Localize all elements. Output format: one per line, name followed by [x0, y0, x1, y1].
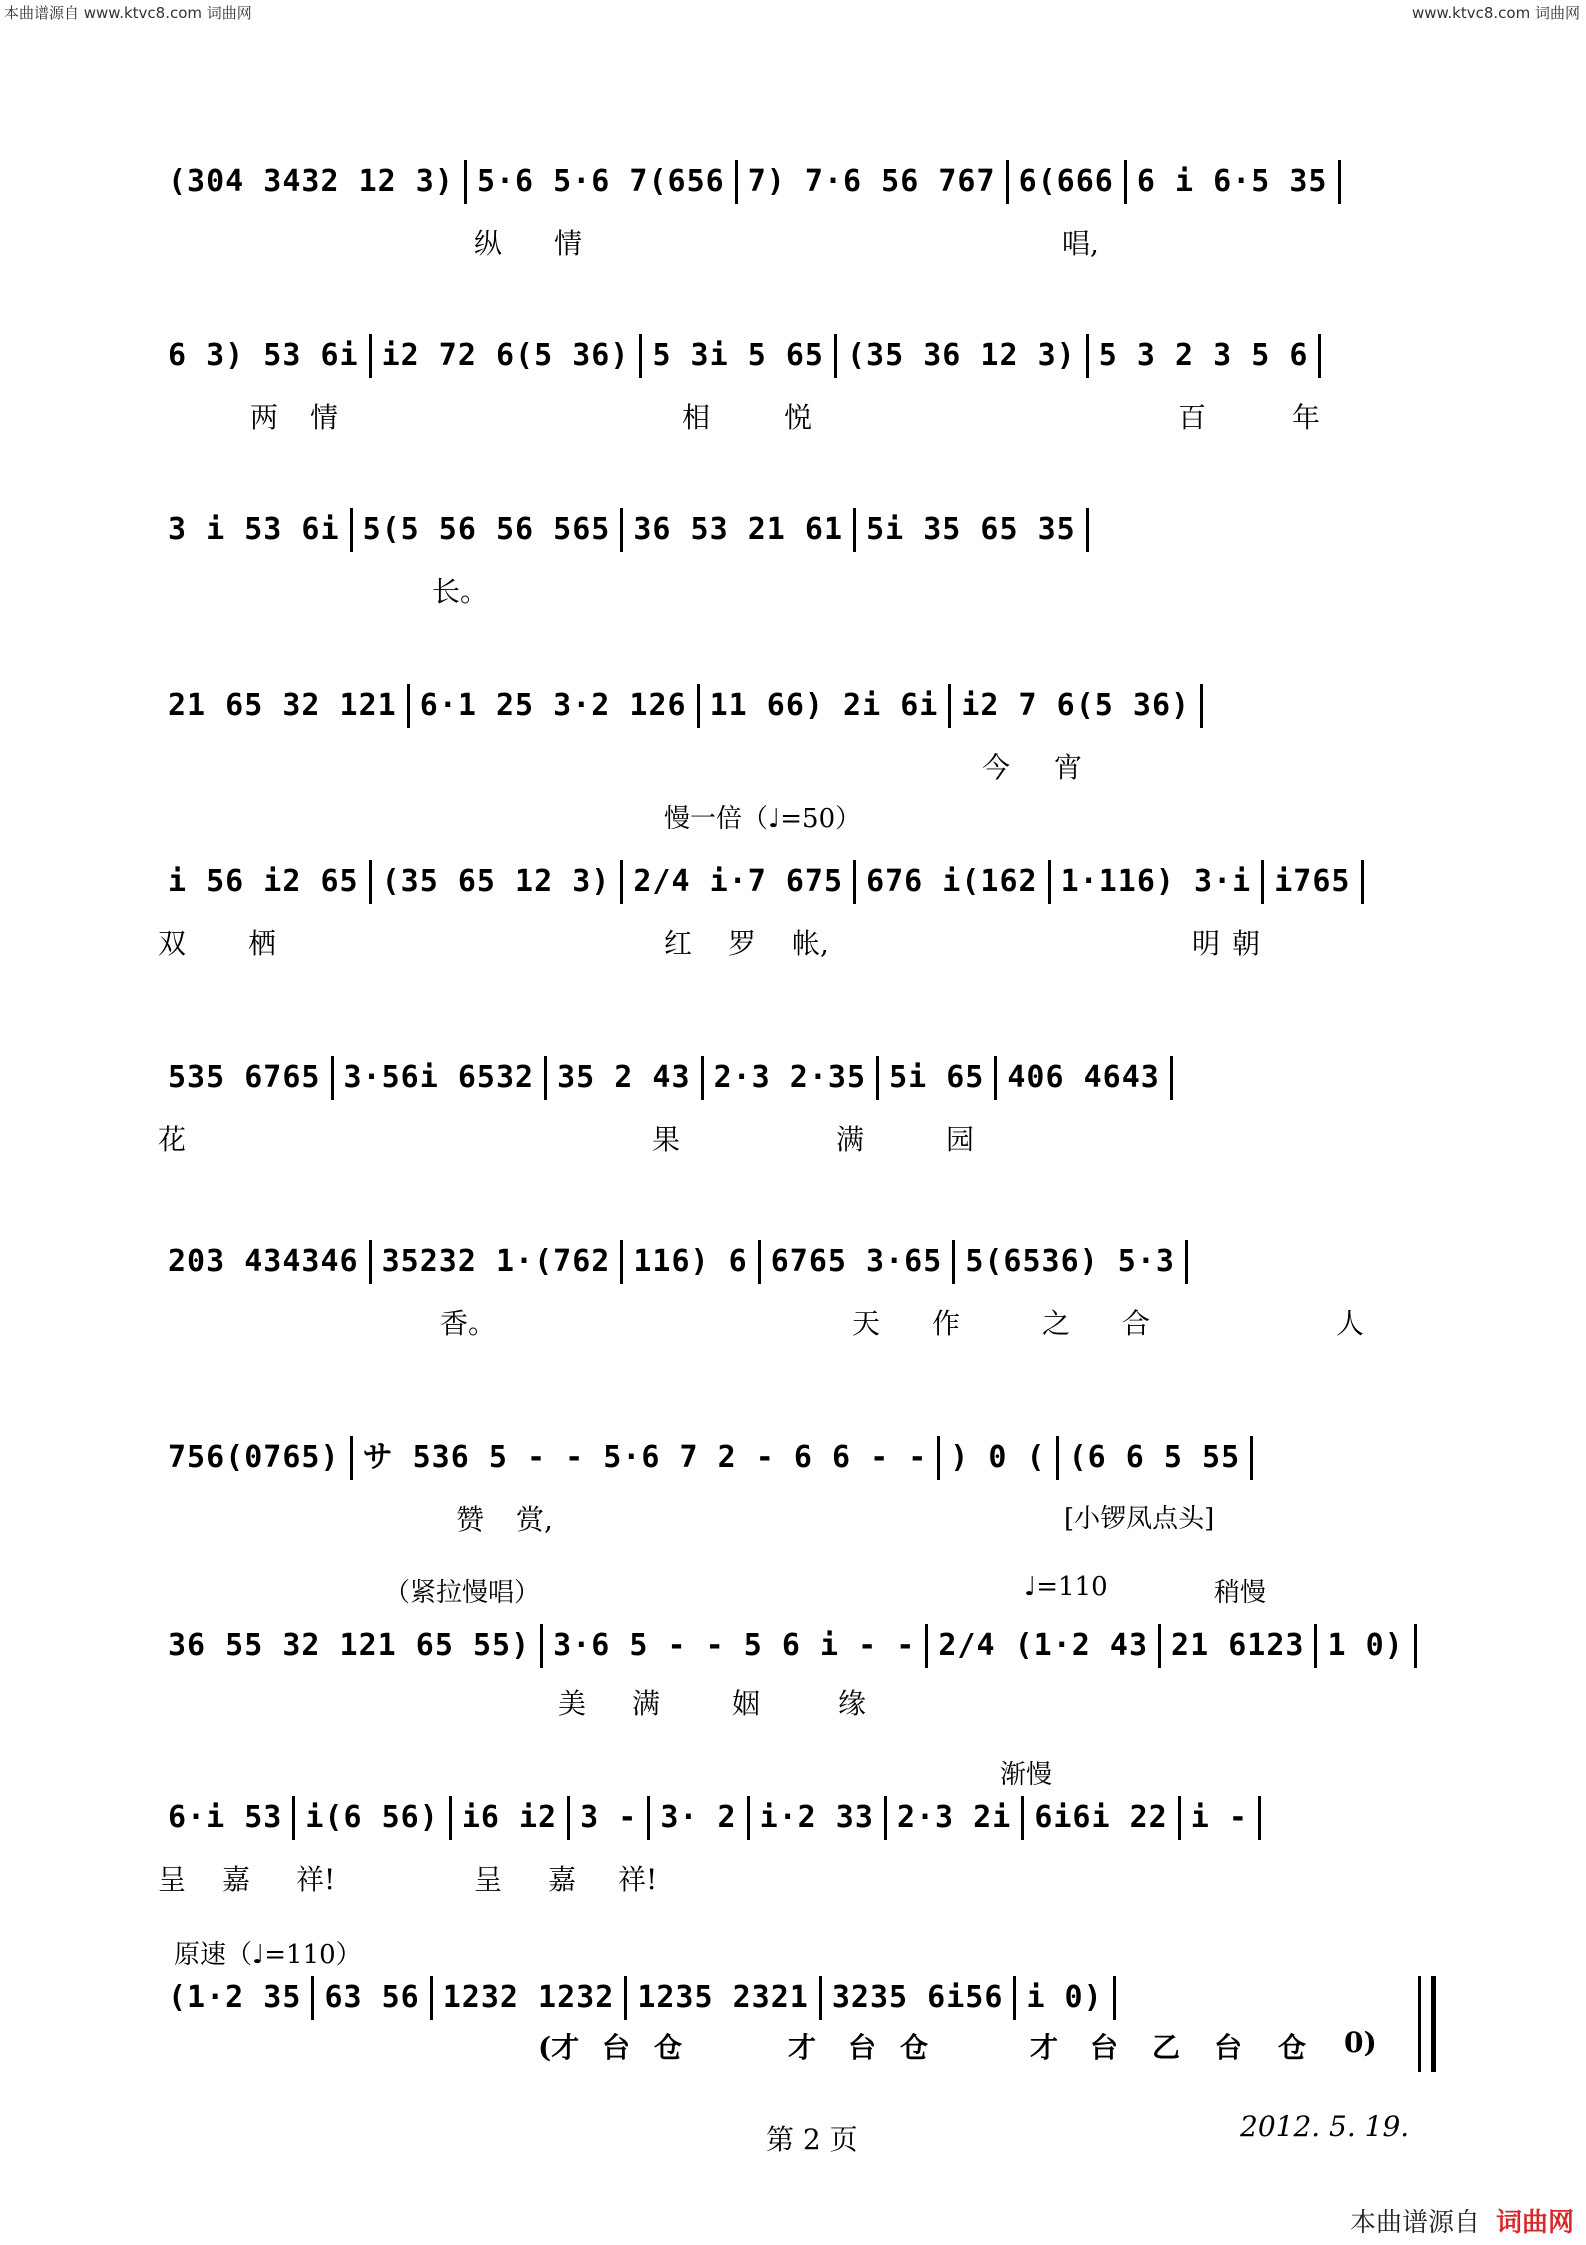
lyric-syllable: 情 [554, 227, 583, 260]
lyric-syllable: 园 [946, 1123, 975, 1156]
lyric-syllable: 人 [1336, 1307, 1365, 1340]
measure: 6·1 25 3·2 126 [410, 684, 700, 728]
percussion-syllable: 台 [848, 2031, 877, 2064]
measure: 11 66) 2i 6i [700, 684, 952, 728]
measure: (35 65 12 3) [372, 860, 624, 904]
header-right-source: www.ktvc8.com 词曲网 [1411, 4, 1580, 22]
measure: 5(5 56 56 565 [353, 508, 624, 552]
measure: 535 6765 [158, 1056, 334, 1100]
measure: 1·116) 3·i [1051, 860, 1265, 904]
measure: 6i6i 22 [1024, 1796, 1180, 1840]
measure: 5 3i 5 65 [642, 334, 837, 378]
measure: 35232 1·(762 [372, 1240, 624, 1284]
measure: 36 55 32 121 65 55) [158, 1624, 543, 1668]
measure: 2/4 i·7 675 [623, 860, 856, 904]
lyrics-line [158, 1858, 1430, 1894]
lyric-syllable: 赞 [456, 1503, 485, 1536]
measure: 6 3) 53 6i [158, 334, 372, 378]
measure: (304 3432 12 3) [158, 160, 467, 204]
percussion-syllable: 0) [1344, 2026, 1377, 2059]
notes-line [158, 1436, 1430, 1480]
percussion-cue: [小锣凤点头] [1064, 1504, 1215, 1534]
measure: 6 i 6·5 35 [1127, 160, 1341, 204]
measure: ) 0 ( [940, 1436, 1058, 1480]
measure: i - [1181, 1796, 1261, 1840]
measure: 2·3 2i [887, 1796, 1024, 1840]
measure: 5(6536) 5·3 [955, 1240, 1188, 1284]
lyric-syllable: 朝 [1232, 927, 1261, 960]
measure: 36 53 21 61 [623, 508, 856, 552]
lyric-syllable: 姻 [732, 1687, 761, 1720]
percussion-syllable: 才 [1030, 2031, 1059, 2064]
measure: 35 2 43 [547, 1056, 703, 1100]
measure: 3·6 5 - - 5 6 i - - [543, 1624, 928, 1668]
tempo-annotation: 渐慢 [1000, 1760, 1053, 1790]
page-number: 第 2 页 [766, 2123, 858, 2156]
lyric-syllable: 双 [158, 927, 187, 960]
lyric-syllable: 相 [682, 401, 711, 434]
measure: 6·i 53 [158, 1796, 295, 1840]
watermark-source: 本曲谱源自 [1349, 2208, 1480, 2238]
measure: 1232 1232 [433, 1976, 628, 2020]
measure: (6 6 5 55 [1059, 1436, 1254, 1480]
notes-line [158, 1240, 1430, 1284]
measure: 2·3 2·35 [704, 1056, 880, 1100]
lyrics-line [158, 1302, 1430, 1338]
lyrics-line [158, 1118, 1430, 1154]
lyric-syllable: 祥! [296, 1863, 336, 1896]
percussion-syllable: 台 [1090, 2031, 1119, 2064]
percussion-syllable: 台 [1214, 2031, 1243, 2064]
lyric-syllable: 罗 [728, 927, 757, 960]
score-date: 2012. 5. 19. [1240, 2110, 1410, 2143]
notes-line [158, 684, 1430, 728]
percussion-syllable: 仓 [1278, 2031, 1307, 2064]
percussion-syllable: 仓 [900, 2031, 929, 2064]
lyric-syllable: 两 [250, 401, 279, 434]
lyric-syllable: 明 [1192, 927, 1221, 960]
lyric-syllable: 百 [1178, 401, 1207, 434]
percussion-syllable: 台 [602, 2031, 631, 2064]
lyric-syllable: 赏, [516, 1503, 553, 1536]
measure: 3 i 53 6i [158, 508, 353, 552]
measure: 1235 2321 [627, 1976, 822, 2020]
percussion-syllable: 乙 [1152, 2031, 1181, 2064]
measure: 5·6 5·6 7(656 [467, 160, 738, 204]
measure: 6765 3·65 [761, 1240, 956, 1284]
measure: 7) 7·6 56 767 [738, 160, 1009, 204]
measure: 676 i(162 [856, 860, 1051, 904]
lyric-syllable: 作 [932, 1307, 961, 1340]
header-left-source: 本曲谱源自 www.ktvc8.com 词曲网 [4, 4, 252, 22]
measure: 116) 6 [623, 1240, 760, 1284]
lyric-syllable: 年 [1292, 401, 1321, 434]
measure: 3·56i 6532 [334, 1056, 548, 1100]
watermark-site-logo: 词曲网 [1495, 2208, 1574, 2238]
lyric-syllable: 呈 [474, 1863, 503, 1896]
measure: i·2 33 [750, 1796, 887, 1840]
notes-line [158, 1624, 1430, 1668]
measure: 2/4 (1·2 43 [928, 1624, 1161, 1668]
lyric-syllable: 长。 [432, 575, 489, 608]
notes-line [158, 160, 1430, 204]
measure: 5 3 2 3 5 6 [1089, 334, 1322, 378]
percussion-syllable: 才 [788, 2031, 817, 2064]
lyrics-line [158, 922, 1430, 958]
lyric-syllable: 花 [158, 1123, 187, 1156]
lyrics-line [158, 570, 1430, 606]
lyric-syllable: 纵 [474, 227, 503, 260]
measure: (35 36 12 3) [837, 334, 1089, 378]
percussion-syllable: 仓 [654, 2031, 683, 2064]
measure: 203 434346 [158, 1240, 372, 1284]
tempo-annotation: 慢一倍（♩=50） [664, 804, 862, 834]
lyric-syllable: 满 [632, 1687, 661, 1720]
lyric-syllable: 缘 [838, 1687, 867, 1720]
lyric-syllable: 嘉 [548, 1863, 577, 1896]
measure: (1·2 35 [158, 1976, 314, 2020]
lyrics-line [158, 746, 1430, 782]
lyric-syllable: 红 [664, 927, 693, 960]
measure: 1 0) [1317, 1624, 1416, 1668]
lyric-syllable: 今 [982, 751, 1011, 784]
lyric-syllable: 栖 [248, 927, 277, 960]
measure: 5i 65 [879, 1056, 997, 1100]
lyric-syllable: 之 [1042, 1307, 1071, 1340]
measure: i2 72 6(5 36) [372, 334, 643, 378]
measure: 3· 2 [650, 1796, 749, 1840]
lyric-syllable: 果 [652, 1123, 681, 1156]
measure: 5i 35 65 35 [856, 508, 1089, 552]
measure: 756(0765) [158, 1436, 353, 1480]
lyric-syllable: 帐, [792, 927, 829, 960]
tempo-annotation: ♩=110 [1024, 1572, 1108, 1602]
measure: i2 7 6(5 36) [951, 684, 1203, 728]
measure: i(6 56) [295, 1796, 451, 1840]
measure: サ 536 5 - - 5·6 7 2 - 6 6 - - [353, 1436, 941, 1480]
percussion-syllable: (才 [538, 2031, 580, 2064]
measure: 3235 6i56 [822, 1976, 1017, 2020]
measure: 21 65 32 121 [158, 684, 410, 728]
measure: i6 i2 [452, 1796, 570, 1840]
lyrics-line [158, 222, 1430, 258]
lyric-syllable: 宵 [1054, 751, 1083, 784]
notes-line [158, 1056, 1430, 1100]
lyric-syllable: 美 [558, 1687, 587, 1720]
lyric-syllable: 呈 [158, 1863, 187, 1896]
performance-annotation: （紧拉慢唱） [384, 1578, 541, 1608]
percussion-line [158, 2026, 1430, 2062]
lyrics-line [158, 1682, 1430, 1718]
lyric-syllable: 唱, [1062, 227, 1099, 260]
measure: i765 [1264, 860, 1363, 904]
tempo-annotation: 原速（♩=110） [174, 1940, 362, 1970]
notes-line [158, 1796, 1430, 1840]
final-barline [1418, 1976, 1436, 2072]
measure: i 56 i2 65 [158, 860, 372, 904]
lyric-syllable: 情 [310, 401, 339, 434]
lyrics-line [158, 396, 1430, 432]
measure: 21 6123 [1161, 1624, 1317, 1668]
notes-line [158, 508, 1430, 552]
lyric-syllable: 满 [836, 1123, 865, 1156]
lyric-syllable: 香。 [440, 1307, 497, 1340]
notes-line [158, 334, 1430, 378]
measure: i 0) [1016, 1976, 1115, 2020]
lyric-syllable: 合 [1122, 1307, 1151, 1340]
lyrics-line [158, 1498, 1430, 1534]
lyric-syllable: 嘉 [222, 1863, 251, 1896]
lyric-syllable: 天 [852, 1307, 881, 1340]
lyric-syllable: 祥! [618, 1863, 658, 1896]
notes-line [158, 1976, 1430, 2020]
measure: 406 4643 [997, 1056, 1173, 1100]
measure: 6(666 [1009, 160, 1127, 204]
measure: 3 - [570, 1796, 650, 1840]
notes-line [158, 860, 1430, 904]
tempo-annotation: 稍慢 [1214, 1578, 1267, 1608]
measure: 63 56 [314, 1976, 432, 2020]
lyric-syllable: 悦 [784, 401, 813, 434]
